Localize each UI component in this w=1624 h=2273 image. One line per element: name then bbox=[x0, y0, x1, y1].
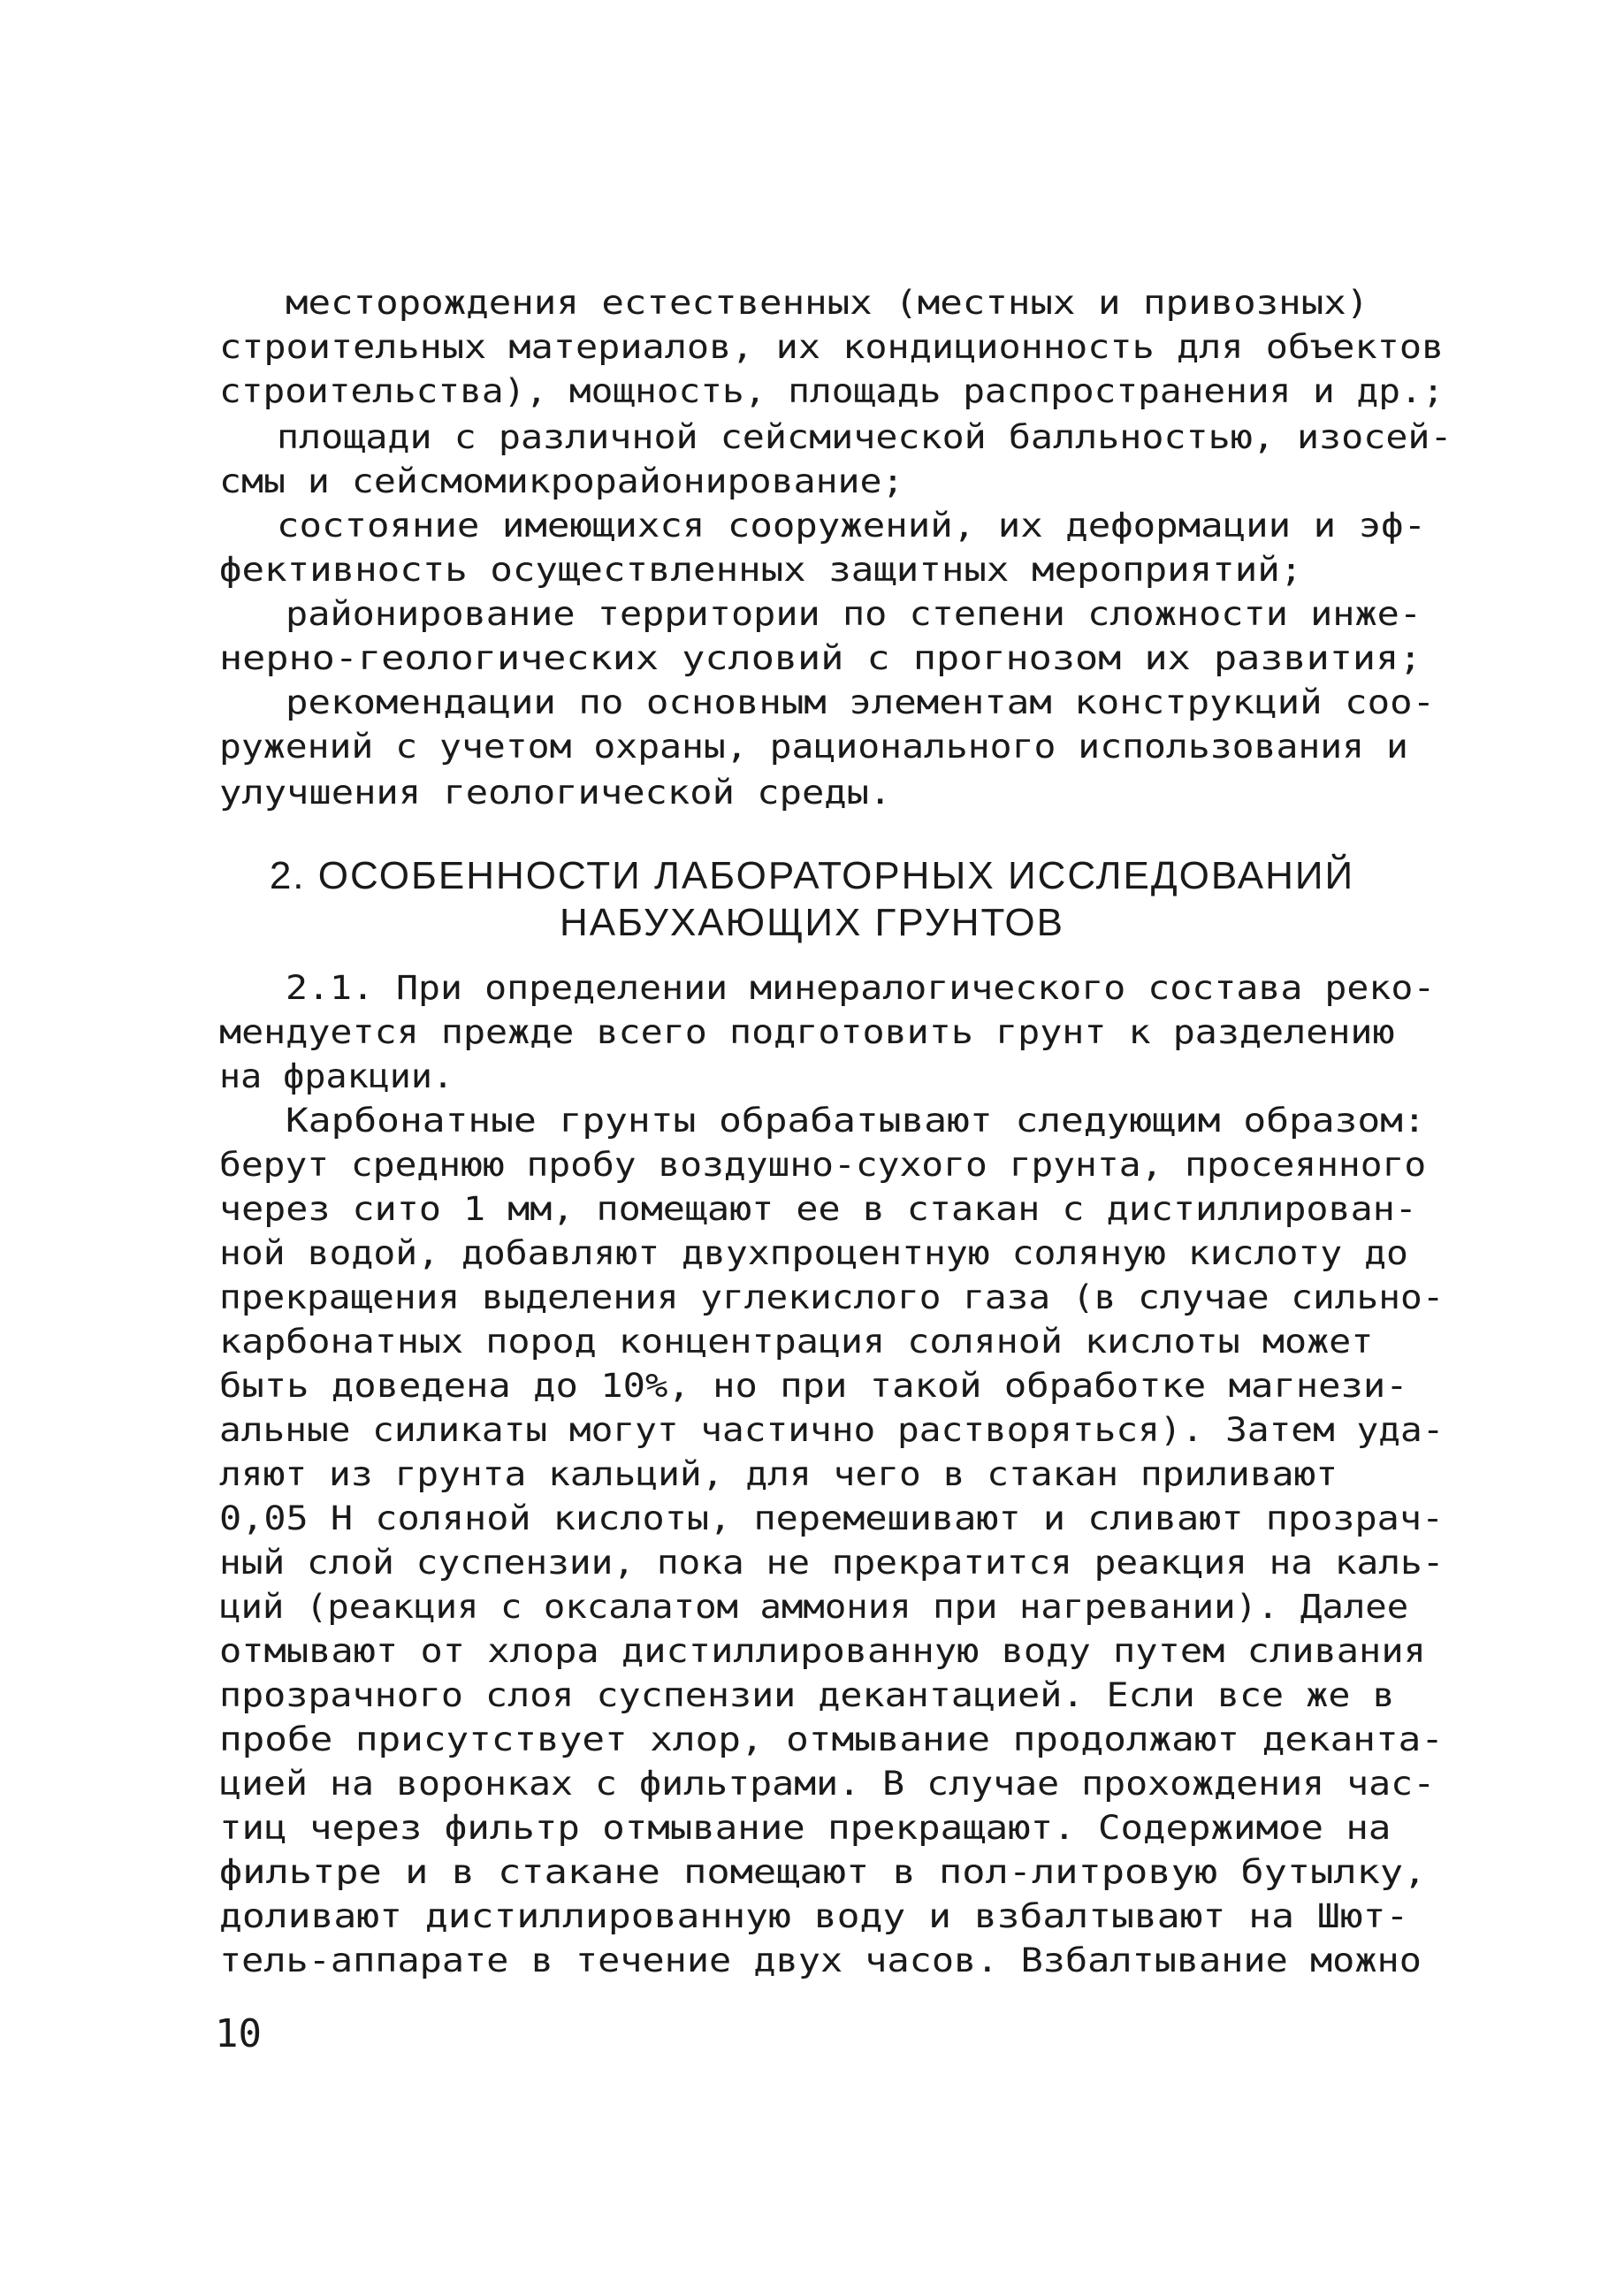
text-line: строительства), мощность, площадь распространения и др.; bbox=[219, 372, 1445, 410]
text-line: тиц через фильтр отмывание прекращают. Содержимое на bbox=[219, 1809, 1391, 1847]
text-line: цией на воронках с фильтрами. В случае прохождения час- bbox=[219, 1765, 1436, 1803]
text-line: нерно-геологических условий с прогнозом их развития; bbox=[219, 639, 1422, 677]
text-line: ций (реакция с оксалатом аммония при нагревании). Далее bbox=[219, 1588, 1409, 1626]
text-line: фективность осуществленных защитных мероприятий; bbox=[219, 551, 1303, 589]
text-line: прозрачного слоя суспензии декантацией. Если все же в bbox=[219, 1676, 1395, 1714]
text-line: пробе присутствует хлор, отмывание продолжают деканта- bbox=[219, 1720, 1444, 1758]
text-line: тель-аппарате в течение двух часов. Взбалтывание можно bbox=[219, 1941, 1422, 1979]
text-line: фильтре и в стакане помещают в пол-литровую бутылку, bbox=[219, 1853, 1427, 1891]
text-line: улучшения геологической среды. bbox=[219, 774, 892, 812]
text-line: быть доведена до 10%, но при такой обработке магнези- bbox=[219, 1367, 1408, 1405]
text-line: Карбонатные грунты обрабатывают следующим образом: bbox=[286, 1102, 1426, 1140]
text-line: карбонатных пород концентрация соляной кислоты может bbox=[219, 1323, 1374, 1361]
text-line: районирование территории по степени сложности инже- bbox=[286, 595, 1422, 633]
text-line: доливают дистиллированную воду и взбалтывают на Шют- bbox=[219, 1897, 1409, 1935]
text-line: альные силикаты могут частично растворяться). Затем уда- bbox=[219, 1411, 1445, 1449]
page-number: 10 bbox=[215, 2011, 262, 2056]
text-line: ружений с учетом охраны, рационального использования и bbox=[219, 728, 1408, 766]
text-line: отмывают от хлора дистиллированную воду путем сливания bbox=[219, 1632, 1426, 1670]
text-line: 2.1. При определении минералогического состава реко- bbox=[286, 969, 1436, 1007]
section-heading-line-1: 2. ОСОБЕННОСТИ ЛАБОРАТОРНЫХ ИССЛЕДОВАНИЙ bbox=[269, 854, 1355, 897]
text-line: ной водой, добавляют двухпроцентную соляную кислоту до bbox=[219, 1234, 1408, 1272]
text-line: прекращения выделения углекислого газа (в случае сильно- bbox=[219, 1278, 1445, 1316]
text-line: ный слой суспензии, пока не прекратится реакция на каль- bbox=[219, 1544, 1445, 1582]
text-line: строительных материалов, их кондиционность для объектов bbox=[219, 328, 1445, 366]
text-line: смы и сейсмомикрорайонирование; bbox=[219, 462, 904, 500]
text-line: рекомендации по основным элементам конструкций соо- bbox=[286, 683, 1436, 721]
text-line: 0,05 Н соляной кислоты, перемешивают и сливают прозрач- bbox=[219, 1499, 1445, 1537]
text-line: берут среднюю пробу воздушно-сухого грунта, просеянного bbox=[219, 1146, 1427, 1184]
text-line: мендуется прежде всего подготовить грунт к разделению bbox=[219, 1013, 1395, 1051]
text-line: площади с различной сейсмической балльностью, изосей- bbox=[277, 418, 1452, 456]
text-line: через сито 1 мм, помещают ее в стакан с дистиллирован- bbox=[219, 1190, 1417, 1228]
text-line: состояние имеющихся сооружений, их деформации и эф- bbox=[277, 507, 1427, 545]
text-line: на фракции. bbox=[219, 1057, 454, 1095]
section-heading-line-2: НАБУХАЮЩИХ ГРУНТОВ bbox=[560, 901, 1064, 944]
text-line: месторождения естественных (местных и привозных) bbox=[286, 284, 1369, 322]
text-line: ляют из грунта кальций, для чего в стакан приливают bbox=[219, 1455, 1338, 1493]
